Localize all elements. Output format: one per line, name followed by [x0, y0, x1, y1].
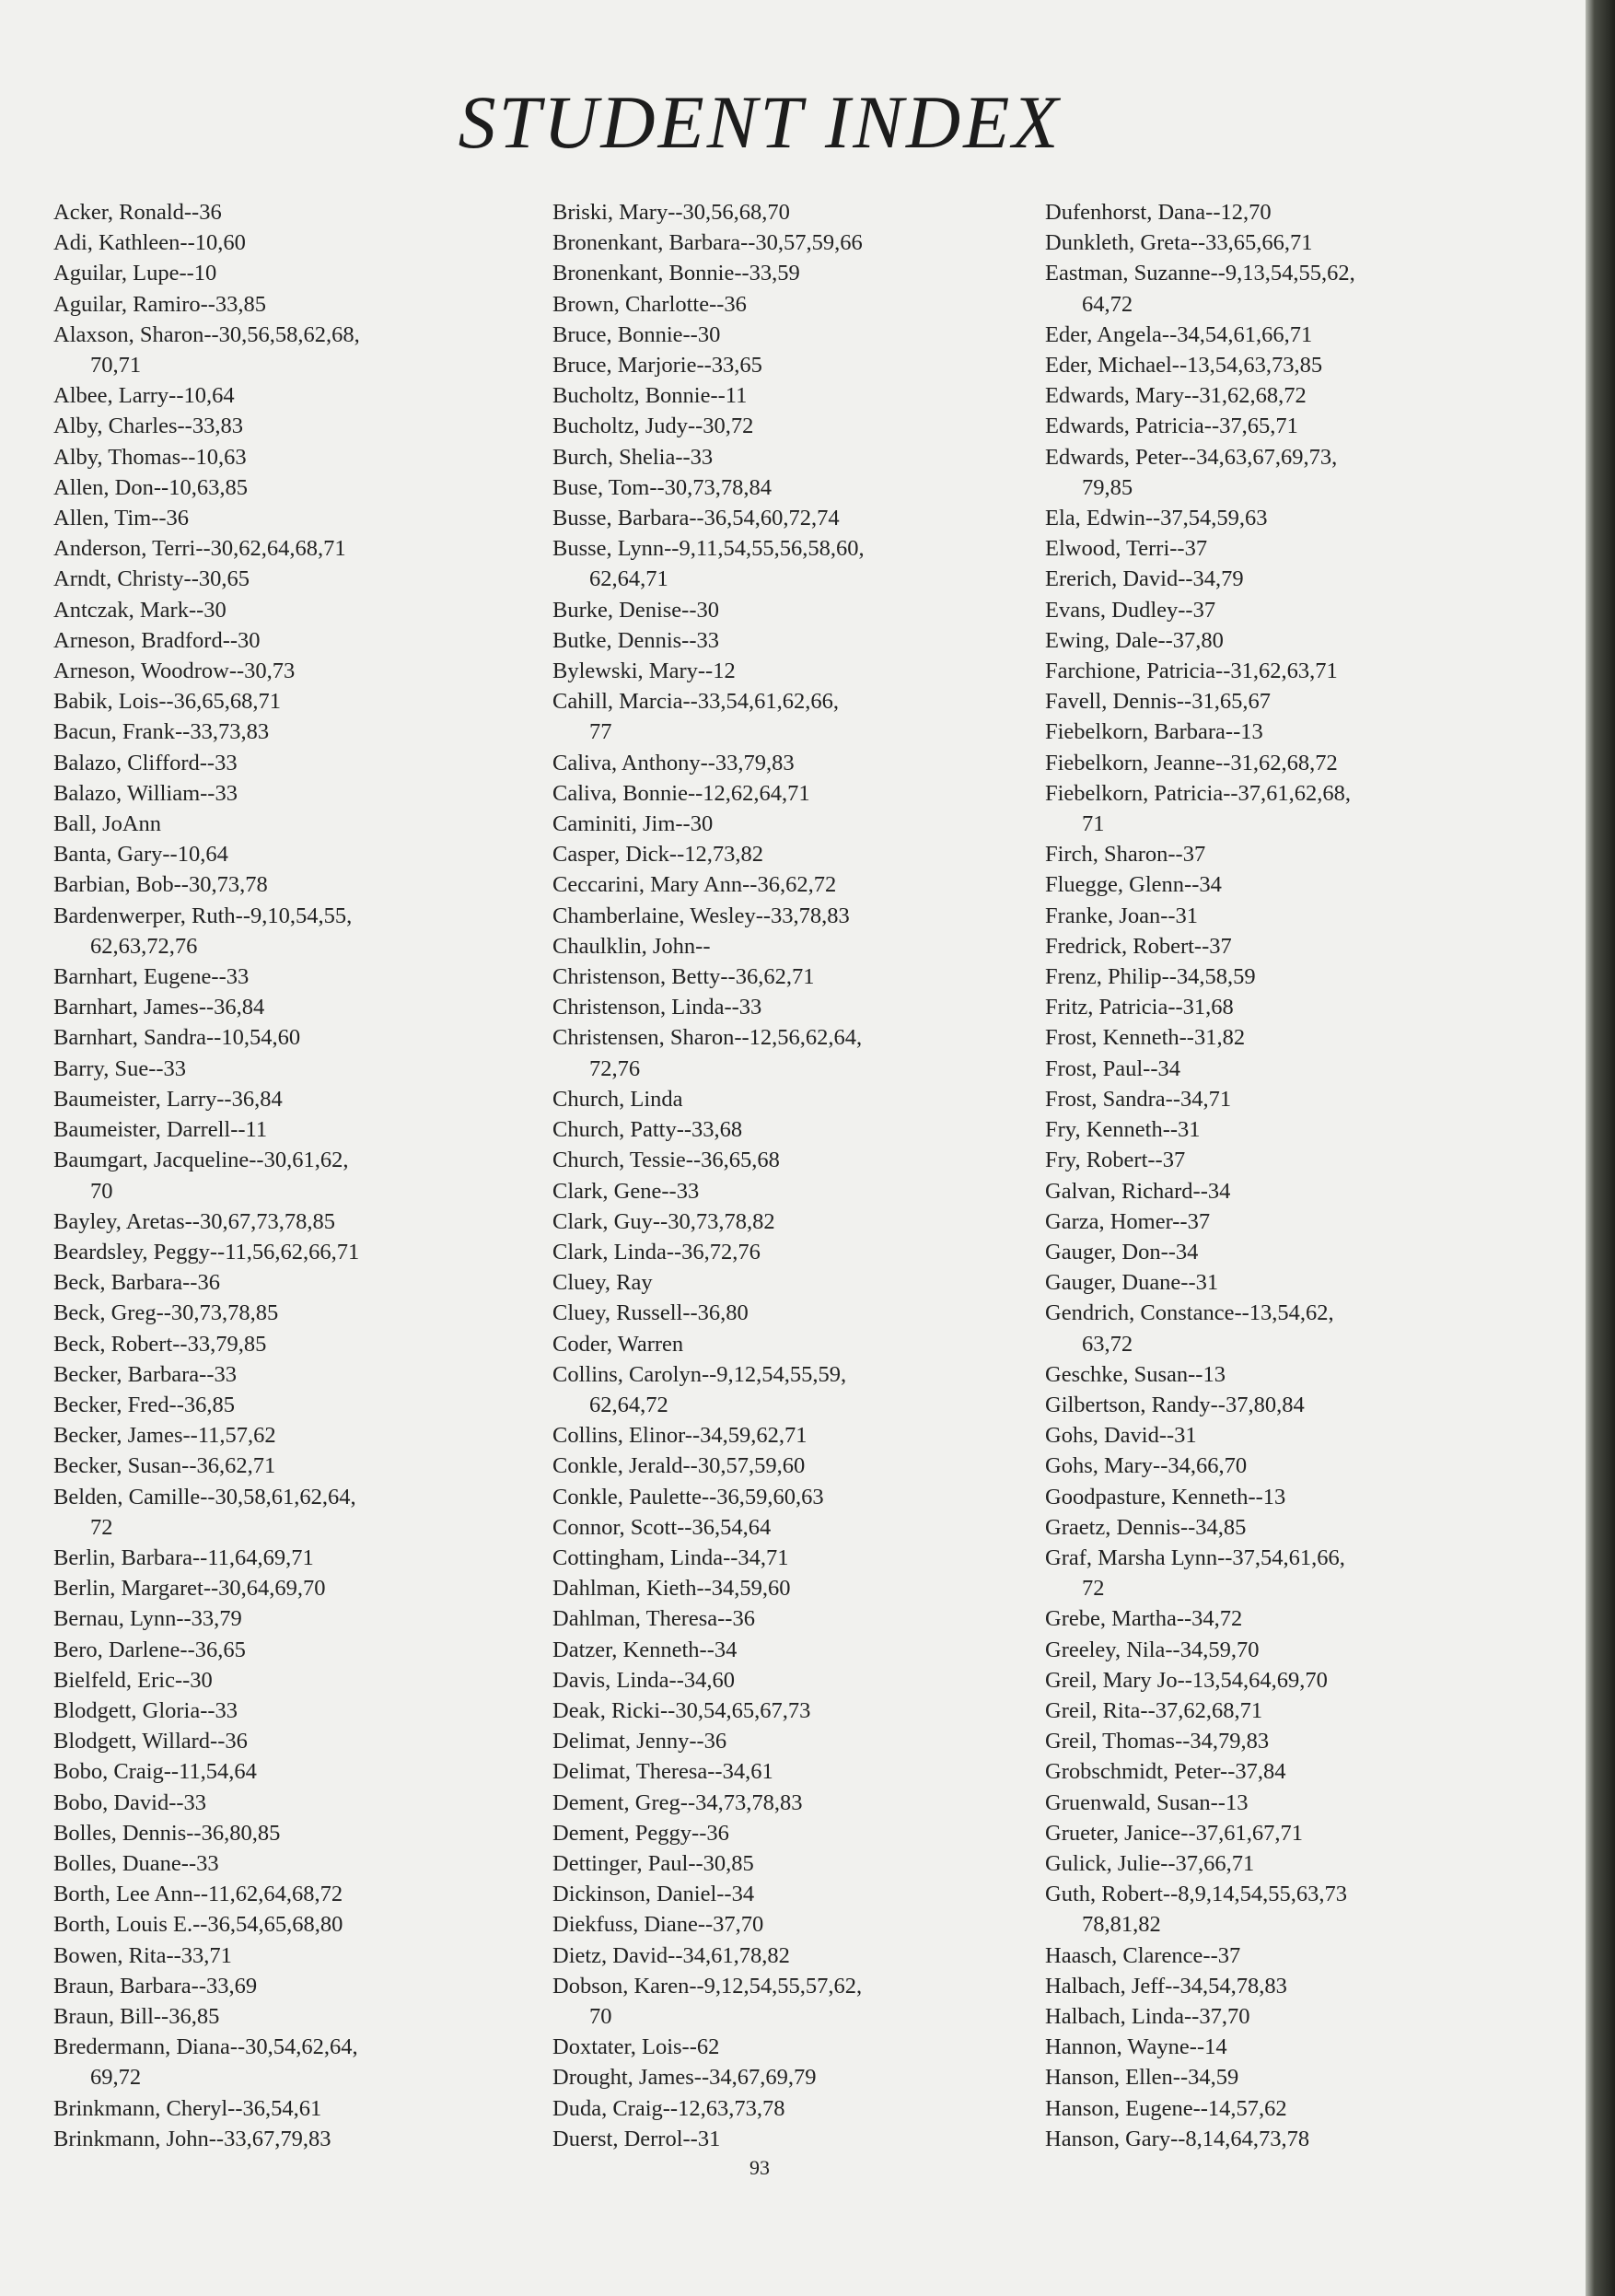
index-entry: Dietz, David--34,61,78,82 [552, 1942, 790, 1968]
index-entry: Hannon, Wayne--14 [1045, 2034, 1227, 2060]
index-entry: Clark, Linda--36,72,76 [552, 1239, 761, 1265]
index-entry: Belden, Camille--30,58,61,62,64, [53, 1484, 356, 1509]
index-entry: Greeley, Nila--34,59,70 [1045, 1637, 1260, 1662]
index-entry: Ball, JoAnn [53, 811, 162, 837]
index-entry: Hanson, Eugene--14,57,62 [1045, 2095, 1287, 2121]
index-entry: Arndt, Christy--30,65 [53, 566, 250, 592]
index-entry: Caminiti, Jim--30 [552, 811, 714, 837]
index-entry: Fiebelkorn, Barbara--13 [1045, 719, 1263, 745]
index-entry: Gruenwald, Susan--13 [1045, 1789, 1249, 1815]
index-entry: Baumgart, Jacqueline--30,61,62, [53, 1148, 349, 1173]
index-entry: Christenson, Linda--33 [552, 995, 762, 1020]
index-entry: Frost, Paul--34 [1045, 1055, 1180, 1081]
index-entry: Fry, Robert--37 [1045, 1148, 1186, 1173]
index-entry: Beck, Greg--30,73,78,85 [53, 1300, 279, 1326]
index-entry: Edwards, Peter--34,63,67,69,73, [1045, 444, 1338, 470]
index-entry: Church, Patty--33,68 [552, 1117, 743, 1143]
page-title: STUDENT INDEX [458, 80, 1062, 164]
index-entry: Bowen, Rita--33,71 [53, 1942, 232, 1968]
index-entry: Cluey, Ray [552, 1270, 653, 1296]
index-entry-continuation: 78,81,82 [1082, 1912, 1161, 1938]
index-entry: Burch, Shelia--33 [552, 444, 714, 470]
index-entry: Galvan, Richard--34 [1045, 1178, 1231, 1204]
index-entry: Bardenwerper, Ruth--9,10,54,55, [53, 903, 353, 928]
index-entry-continuation: 69,72 [90, 2065, 142, 2091]
index-entry: Burke, Denise--30 [552, 597, 719, 623]
index-entry: Berlin, Margaret--30,64,69,70 [53, 1576, 326, 1602]
index-entry: Collins, Elinor--34,59,62,71 [552, 1423, 808, 1449]
index-entry: Edwards, Patricia--37,65,71 [1045, 414, 1298, 439]
index-entry: Balazo, William--33 [53, 780, 238, 806]
index-entry: Deak, Ricki--30,54,65,67,73 [552, 1697, 811, 1723]
index-entry: Bucholtz, Bonnie--11 [552, 383, 748, 409]
index-entry: Braun, Barbara--33,69 [53, 1973, 258, 1999]
index-entry: Clark, Guy--30,73,78,82 [552, 1208, 775, 1234]
index-entry: Collins, Carolyn--9,12,54,55,59, [552, 1361, 847, 1387]
index-entry: Butke, Dennis--33 [552, 627, 719, 653]
index-entry: Cottingham, Linda--34,71 [552, 1544, 789, 1570]
index-entry: Barnhart, Sandra--10,54,60 [53, 1025, 301, 1051]
index-entry: Baumeister, Darrell--11 [53, 1117, 268, 1143]
index-entry: Fritz, Patricia--31,68 [1045, 995, 1234, 1020]
index-entry: Gendrich, Constance--13,54,62, [1045, 1300, 1334, 1326]
index-entry: Acker, Ronald--36 [53, 200, 222, 225]
index-entry: Dickinson, Daniel--34 [552, 1882, 755, 1907]
index-entry: Aguilar, Lupe--10 [53, 261, 217, 286]
index-entry: Allen, Don--10,63,85 [53, 474, 248, 500]
index-entry: Franke, Joan--31 [1045, 903, 1199, 928]
index-entry: Eder, Michael--13,54,63,73,85 [1045, 353, 1323, 379]
index-entry-continuation: 77 [589, 719, 612, 745]
index-entry: Garza, Homer--37 [1045, 1208, 1211, 1234]
index-entry: Hanson, Gary--8,14,64,73,78 [1045, 2126, 1310, 2151]
index-column-1 [53, 197, 532, 2154]
index-entry: Ceccarini, Mary Ann--36,62,72 [552, 872, 837, 898]
index-entry: Greil, Rita--37,62,68,71 [1045, 1697, 1263, 1723]
index-entry: Datzer, Kenneth--34 [552, 1637, 738, 1662]
index-entry: Brown, Charlotte--36 [552, 291, 747, 317]
index-entry-continuation: 70 [90, 1178, 113, 1204]
index-entry: Borth, Lee Ann--11,62,64,68,72 [53, 1882, 343, 1907]
index-entry: Becker, Barbara--33 [53, 1361, 237, 1387]
page-edge [1586, 0, 1615, 2296]
index-entry: Bielfeld, Eric--30 [53, 1667, 213, 1693]
index-entry: Greil, Thomas--34,79,83 [1045, 1729, 1270, 1754]
index-entry-continuation: 62,63,72,76 [90, 933, 198, 959]
index-entry-continuation: 63,72 [1082, 1331, 1133, 1357]
index-entry: Eder, Angela--34,54,61,66,71 [1045, 321, 1313, 347]
index-entry: Drought, James--34,67,69,79 [552, 2065, 817, 2091]
index-entry: Buse, Tom--30,73,78,84 [552, 474, 773, 500]
index-entry: Dahlman, Kieth--34,59,60 [552, 1576, 791, 1602]
index-entry: Geschke, Susan--13 [1045, 1361, 1226, 1387]
index-entry: Becker, Fred--36,85 [53, 1392, 235, 1417]
index-entry: Alby, Charles--33,83 [53, 414, 243, 439]
index-entry: Guth, Robert--8,9,14,54,55,63,73 [1045, 1882, 1347, 1907]
index-entry-continuation: 70,71 [90, 353, 142, 379]
index-entry: Bernau, Lynn--33,79 [53, 1606, 242, 1632]
index-entry: Bacun, Frank--33,73,83 [53, 719, 270, 745]
index-entry: Caliva, Anthony--33,79,83 [552, 750, 795, 775]
index-entry: Bronenkant, Barbara--30,57,59,66 [552, 230, 863, 256]
index-entry-continuation: 62,64,71 [589, 566, 668, 592]
index-entry: Berlin, Barbara--11,64,69,71 [53, 1544, 314, 1570]
index-entry: Banta, Gary--10,64 [53, 842, 228, 868]
index-entry: Borth, Louis E.--36,54,65,68,80 [53, 1912, 343, 1938]
index-entry: Fredrick, Robert--37 [1045, 933, 1232, 959]
index-entry: Bucholtz, Judy--30,72 [552, 414, 754, 439]
index-entry: Bobo, Craig--11,54,64 [53, 1759, 257, 1785]
index-entry: Gauger, Don--34 [1045, 1239, 1199, 1265]
index-column-2 [552, 197, 1031, 2154]
index-entry: Duda, Craig--12,63,73,78 [552, 2095, 785, 2121]
index-entry: Hanson, Ellen--34,59 [1045, 2065, 1239, 2091]
index-entry: Dettinger, Paul--30,85 [552, 1850, 754, 1876]
index-entry: Christensen, Sharon--12,56,62,64, [552, 1025, 863, 1051]
index-entry: Fiebelkorn, Patricia--37,61,62,68, [1045, 780, 1352, 806]
index-entry: Bronenkant, Bonnie--33,59 [552, 261, 800, 286]
index-entry: Doxtater, Lois--62 [552, 2034, 720, 2060]
index-entry: Barnhart, James--36,84 [53, 995, 265, 1020]
index-entry: Bobo, David--33 [53, 1789, 207, 1815]
index-entry: Bero, Darlene--36,65 [53, 1637, 246, 1662]
index-entry-continuation: 64,72 [1082, 291, 1133, 317]
index-entry: Frenz, Philip--34,58,59 [1045, 964, 1256, 990]
index-entry: Conkle, Jerald--30,57,59,60 [552, 1453, 806, 1479]
index-entry: Allen, Tim--36 [53, 506, 190, 531]
index-entry: Dunkleth, Greta--33,65,66,71 [1045, 230, 1313, 256]
index-entry-continuation: 79,85 [1082, 474, 1133, 500]
index-column-3 [1045, 197, 1524, 2154]
index-entry: Davis, Linda--34,60 [552, 1667, 735, 1693]
index-entry: Gohs, David--31 [1045, 1423, 1197, 1449]
index-entry: Baumeister, Larry--36,84 [53, 1086, 283, 1112]
index-entry: Dement, Greg--34,73,78,83 [552, 1789, 803, 1815]
index-entry-continuation: 72 [1082, 1576, 1105, 1602]
index-entry: Busse, Barbara--36,54,60,72,74 [552, 506, 840, 531]
index-entry: Barry, Sue--33 [53, 1055, 187, 1081]
index-entry: Braun, Bill--36,85 [53, 2003, 220, 2029]
index-entry-continuation: 72,76 [589, 1055, 641, 1081]
index-entry: Chaulklin, John-- [552, 933, 711, 959]
index-entry: Firch, Sharon--37 [1045, 842, 1206, 868]
index-entry: Aguilar, Ramiro--33,85 [53, 291, 267, 317]
index-entry: Blodgett, Gloria--33 [53, 1697, 238, 1723]
index-entry: Delimat, Jenny--36 [552, 1729, 727, 1754]
index-entry: Greil, Mary Jo--13,54,64,69,70 [1045, 1667, 1328, 1693]
index-entry: Dobson, Karen--9,12,54,55,57,62, [552, 1973, 863, 1999]
index-entry: Anderson, Terri--30,62,64,68,71 [53, 536, 346, 562]
index-entry: Church, Linda [552, 1086, 683, 1112]
index-entry: Cahill, Marcia--33,54,61,62,66, [552, 689, 839, 715]
index-entry: Duerst, Derrol--31 [552, 2126, 721, 2151]
index-entry: Becker, Susan--36,62,71 [53, 1453, 276, 1479]
index-entry: Babik, Lois--36,65,68,71 [53, 689, 282, 715]
index-entry: Dufenhorst, Dana--12,70 [1045, 200, 1272, 225]
index-entry: Bolles, Duane--33 [53, 1850, 219, 1876]
index-entry: Delimat, Theresa--34,61 [552, 1759, 773, 1785]
index-entry: Arneson, Bradford--30 [53, 627, 261, 653]
index-entry: Conkle, Paulette--36,59,60,63 [552, 1484, 824, 1509]
index-entry: Gilbertson, Randy--37,80,84 [1045, 1392, 1305, 1417]
index-entry: Brinkmann, Cheryl--36,54,61 [53, 2095, 322, 2121]
index-entry: Clark, Gene--33 [552, 1178, 700, 1204]
index-entry: Albee, Larry--10,64 [53, 383, 235, 409]
index-entry: Bruce, Marjorie--33,65 [552, 353, 762, 379]
index-entry-continuation: 62,64,72 [589, 1392, 668, 1417]
index-entry: Haasch, Clarence--37 [1045, 1942, 1241, 1968]
index-entry: Connor, Scott--36,54,64 [552, 1514, 772, 1540]
index-entry: Becker, James--11,57,62 [53, 1423, 276, 1449]
index-entry: Christenson, Betty--36,62,71 [552, 964, 815, 990]
index-entry: Halbach, Jeff--34,54,78,83 [1045, 1973, 1287, 1999]
index-entry: Beardsley, Peggy--11,56,62,66,71 [53, 1239, 360, 1265]
index-entry: Bruce, Bonnie--30 [552, 321, 721, 347]
index-entry: Graetz, Dennis--34,85 [1045, 1514, 1247, 1540]
index-entry: Chamberlaine, Wesley--33,78,83 [552, 903, 850, 928]
index-entry: Adi, Kathleen--10,60 [53, 230, 246, 256]
index-entry: Gohs, Mary--34,66,70 [1045, 1453, 1248, 1479]
index-entry: Barnhart, Eugene--33 [53, 964, 250, 990]
index-entry: Fry, Kenneth--31 [1045, 1117, 1201, 1143]
index-entry-continuation: 71 [1082, 811, 1105, 837]
index-entry: Blodgett, Willard--36 [53, 1729, 248, 1754]
index-entry: Gauger, Duane--31 [1045, 1270, 1219, 1296]
index-entry: Dement, Peggy--36 [552, 1820, 729, 1846]
index-entry: Busse, Lynn--9,11,54,55,56,58,60, [552, 536, 865, 562]
index-entry: Bolles, Dennis--36,80,85 [53, 1820, 281, 1846]
index-entry: Barbian, Bob--30,73,78 [53, 872, 268, 898]
index-entry: Bayley, Aretas--30,67,73,78,85 [53, 1208, 335, 1234]
index-entry: Farchione, Patricia--31,62,63,71 [1045, 658, 1338, 684]
index-entry: Ela, Edwin--37,54,59,63 [1045, 506, 1268, 531]
index-entry: Graf, Marsha Lynn--37,54,61,66, [1045, 1544, 1345, 1570]
index-entry: Frost, Kenneth--31,82 [1045, 1025, 1246, 1051]
index-entry: Ererich, David--34,79 [1045, 566, 1244, 592]
index-entry: Grueter, Janice--37,61,67,71 [1045, 1820, 1303, 1846]
index-entry: Fiebelkorn, Jeanne--31,62,68,72 [1045, 750, 1338, 775]
index-entry: Diekfuss, Diane--37,70 [552, 1912, 764, 1938]
index-entry: Brinkmann, John--33,67,79,83 [53, 2126, 331, 2151]
index-entry: Goodpasture, Kenneth--13 [1045, 1484, 1286, 1509]
index-entry: Gulick, Julie--37,66,71 [1045, 1850, 1255, 1876]
index-entry: Beck, Barbara--36 [53, 1270, 220, 1296]
index-entry: Alaxson, Sharon--30,56,58,62,68, [53, 321, 360, 347]
index-entry: Caliva, Bonnie--12,62,64,71 [552, 780, 810, 806]
index-entry: Grobschmidt, Peter--37,84 [1045, 1759, 1286, 1785]
index-entry: Bredermann, Diana--30,54,62,64, [53, 2034, 358, 2060]
index-entry: Frost, Sandra--34,71 [1045, 1086, 1232, 1112]
index-entry: Balazo, Clifford--33 [53, 750, 238, 775]
index-entry: Briski, Mary--30,56,68,70 [552, 200, 790, 225]
index-entry: Bylewski, Mary--12 [552, 658, 736, 684]
index-entry: Arneson, Woodrow--30,73 [53, 658, 296, 684]
index-entry: Favell, Dennis--31,65,67 [1045, 689, 1271, 715]
index-entry: Grebe, Martha--34,72 [1045, 1606, 1243, 1632]
page-number: 93 [749, 2156, 770, 2179]
index-entry: Church, Tessie--36,65,68 [552, 1148, 780, 1173]
index-entry: Alby, Thomas--10,63 [53, 444, 247, 470]
index-entry: Edwards, Mary--31,62,68,72 [1045, 383, 1307, 409]
index-entry: Dahlman, Theresa--36 [552, 1606, 755, 1632]
index-entry: Evans, Dudley--37 [1045, 597, 1216, 623]
index-entry: Antczak, Mark--30 [53, 597, 227, 623]
index-entry: Fluegge, Glenn--34 [1045, 872, 1222, 898]
index-entry: Casper, Dick--12,73,82 [552, 842, 763, 868]
index-entry-continuation: 72 [90, 1514, 113, 1540]
index-entry: Cluey, Russell--36,80 [552, 1300, 749, 1326]
index-entry: Halbach, Linda--37,70 [1045, 2003, 1250, 2029]
index-entry: Eastman, Suzanne--9,13,54,55,62, [1045, 261, 1355, 286]
index-entry: Coder, Warren [552, 1331, 684, 1357]
index-entry-continuation: 70 [589, 2003, 612, 2029]
index-entry: Elwood, Terri--37 [1045, 536, 1208, 562]
index-entry: Beck, Robert--33,79,85 [53, 1331, 267, 1357]
index-entry: Ewing, Dale--37,80 [1045, 627, 1224, 653]
